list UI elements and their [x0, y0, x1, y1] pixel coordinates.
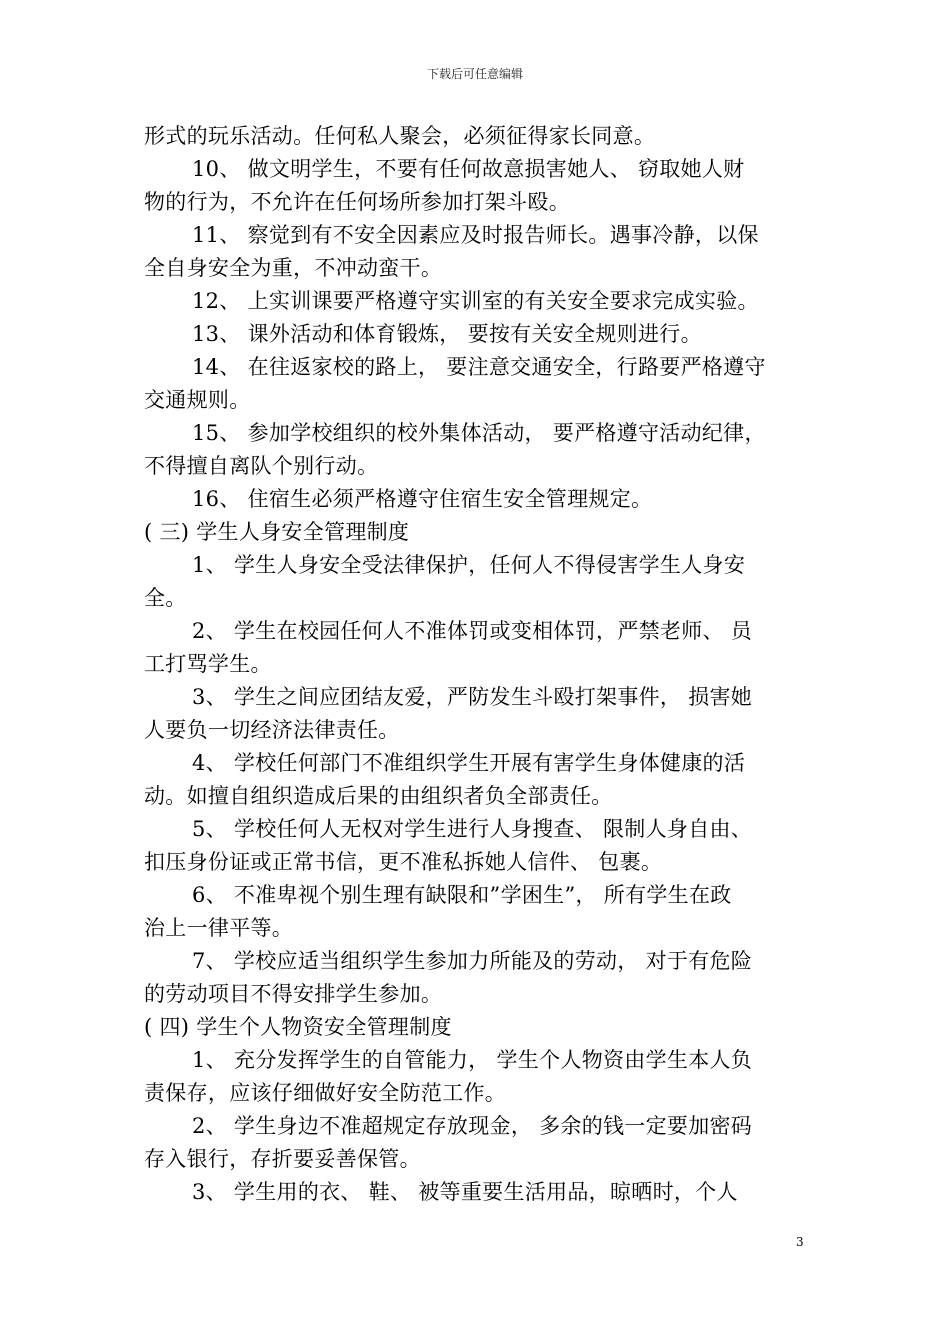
text-line: 不得擅自离队个别行动。	[144, 454, 379, 478]
text-line: 7、 学校应适当组织学生参加力所能及的劳动， 对于有危险	[192, 949, 753, 973]
text-line: ( 三) 学生人身安全管理制度	[144, 520, 410, 544]
text-line: 全自身安全为重，不冲动蛮干。	[144, 256, 443, 280]
text-line: 15、 参加学校组织的校外集体活动， 要严格遵守活动纪律，	[192, 421, 766, 445]
text-line: 13、 课外活动和体育锻炼， 要按有关安全规则进行。	[192, 322, 702, 346]
text-line: 12、 上实训课要严格遵守实训室的有关安全要求完成实验。	[192, 289, 759, 313]
text-line: 动。如擅自组织造成后果的由组织者负全部责任。	[144, 784, 613, 808]
text-line: 3、 学生之间应团结友爱，严防发生斗殴打架事件， 损害她	[192, 685, 753, 709]
text-line: 5、 学校任何人无权对学生进行人身搜查、 限制人身自由、	[192, 817, 753, 841]
text-line: 16、 住宿生必须严格遵守住宿生安全管理规定。	[192, 487, 653, 511]
text-line: 扣压身份证或正常书信，更不准私拆她人信件、 包裹。	[144, 850, 663, 874]
text-line: 物的行为，不允许在任何场所参加打架斗殴。	[144, 190, 570, 214]
text-line: 交通规则。	[144, 388, 251, 412]
text-line: 工打骂学生。	[144, 652, 272, 676]
page-header: 下载后可任意编辑	[426, 67, 523, 81]
text-line: 14、 在往返家校的路上， 要注意交通安全，行路要严格遵守	[192, 355, 766, 379]
document-body	[144, 120, 808, 1209]
text-line: 3、 学生用的衣、 鞋、 被等重要生活用品，晾晒时，个人	[192, 1180, 738, 1204]
text-line: ( 四) 学生个人物资安全管理制度	[144, 1015, 452, 1039]
text-line: 2、 学生在校园任何人不准体罚或变相体罚，严禁老师、 员	[192, 619, 753, 643]
page-number: 3	[796, 1235, 804, 1249]
text-line: 的劳动项目不得安排学生参加。	[144, 982, 443, 1006]
text-line: 10、 做文明学生，不要有任何故意损害她人、 窃取她人财	[192, 157, 745, 181]
text-line: 全。	[144, 586, 187, 610]
text-line: 6、 不准卑视个别生理有缺限和”学困生”， 所有学生在政	[192, 883, 732, 907]
text-line: 存入银行，存折要妥善保管。	[144, 1147, 421, 1171]
text-line: 11、 察觉到有不安全因素应及时报告师长。遇事冷静，以保	[192, 223, 759, 247]
text-line: 1、 充分发挥学生的自管能力， 学生个人物资由学生本人负	[192, 1048, 753, 1072]
text-line: 1、 学生人身安全受法律保护，任何人不得侵害学生人身安	[192, 553, 746, 577]
text-line: 4、 学校任何部门不准组织学生开展有害学生身体健康的活	[192, 751, 746, 775]
text-line: 责保存，应该仔细做好安全防范工作。	[144, 1081, 507, 1105]
text-line: 形式的玩乐活动。任何私人聚会，必须征得家长同意。	[144, 124, 656, 148]
text-line: 人要负一切经济法律责任。	[144, 718, 400, 742]
text-line: 2、 学生身边不准超规定存放现金， 多余的钱一定要加密码	[192, 1114, 753, 1138]
text-line: 治上一律平等。	[144, 916, 294, 940]
